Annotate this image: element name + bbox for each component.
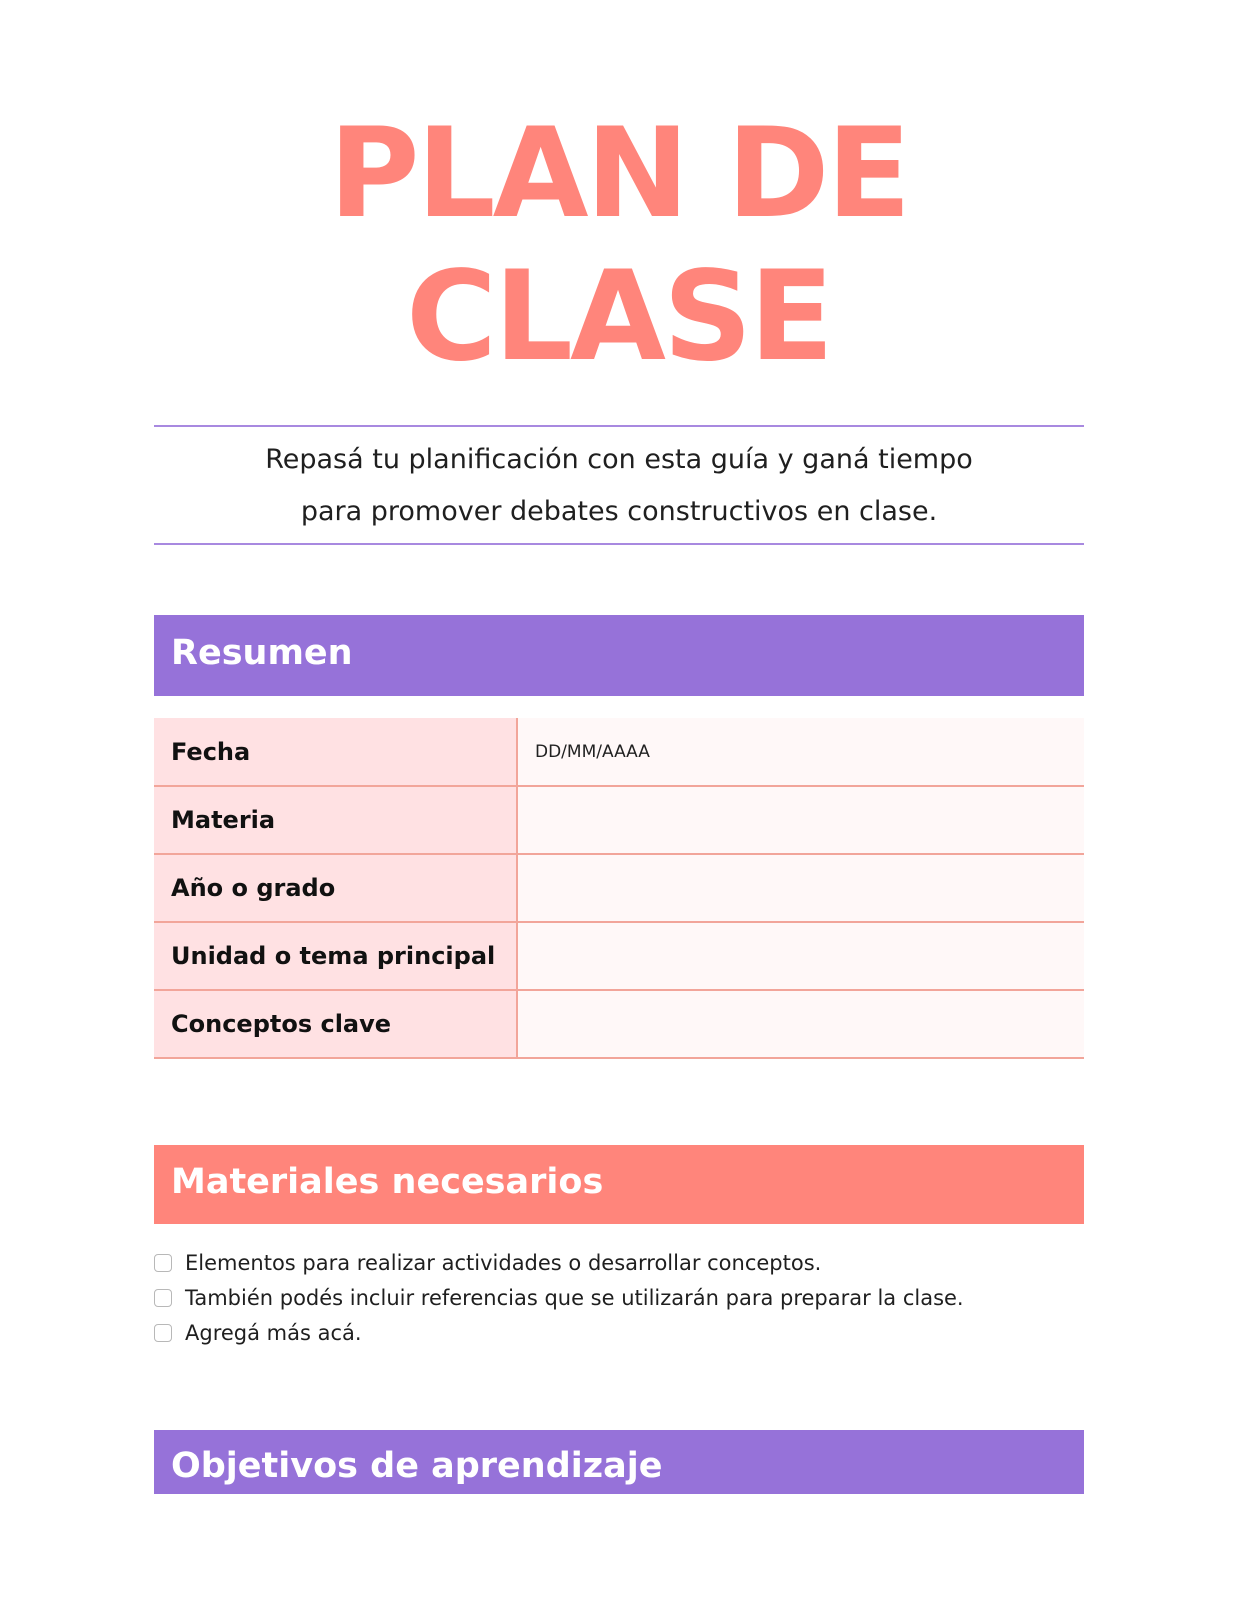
section-heading-resumen: Resumen [154,615,1084,696]
row-label-unidad-tema: Unidad o tema principal [154,922,517,990]
summary-table [154,718,1084,1059]
fecha-field[interactable]: DD/MM/AAAA [517,718,1084,786]
checklist-item-label: Agregá más acá. [185,1320,362,1345]
checkbox[interactable] [154,1254,172,1272]
title-line-1: PLAN DE [328,102,909,246]
materia-field[interactable] [517,786,1084,854]
checkbox[interactable] [154,1324,172,1342]
checklist-item-label: También podés incluir referencias que se utilizarán para preparar la clase. [185,1285,964,1310]
list-item [154,1315,964,1350]
row-label-materia: Materia [154,786,517,854]
table-row [154,718,1084,786]
row-label-conceptos-clave: Conceptos clave [154,990,517,1058]
divider-bottom [154,543,1084,545]
materials-checklist [154,1245,964,1350]
row-label-anio-grado: Año o grado [154,854,517,922]
row-label-fecha: Fecha [154,718,517,786]
checkbox[interactable] [154,1289,172,1307]
table-row [154,854,1084,922]
conceptos-clave-field[interactable] [517,990,1084,1058]
checklist-item-label: Elementos para realizar actividades o desarrollar conceptos. [185,1250,822,1275]
table-row [154,990,1084,1058]
table-row [154,922,1084,990]
unidad-tema-field[interactable] [517,922,1084,990]
list-item [154,1245,964,1280]
section-heading-materiales: Materiales necesarios [154,1145,1084,1224]
anio-grado-field[interactable] [517,854,1084,922]
subtitle-line-1: Repasá tu planificación con esta guía y ganá tiempo [265,444,973,475]
section-heading-objetivos: Objetivos de aprendizaje [154,1430,1084,1494]
divider-top [154,425,1084,427]
list-item [154,1280,964,1315]
subtitle-line-2: para promover debates constructivos en clase. [300,496,938,527]
table-row [154,786,1084,854]
title-line-2: CLASE [406,245,831,389]
